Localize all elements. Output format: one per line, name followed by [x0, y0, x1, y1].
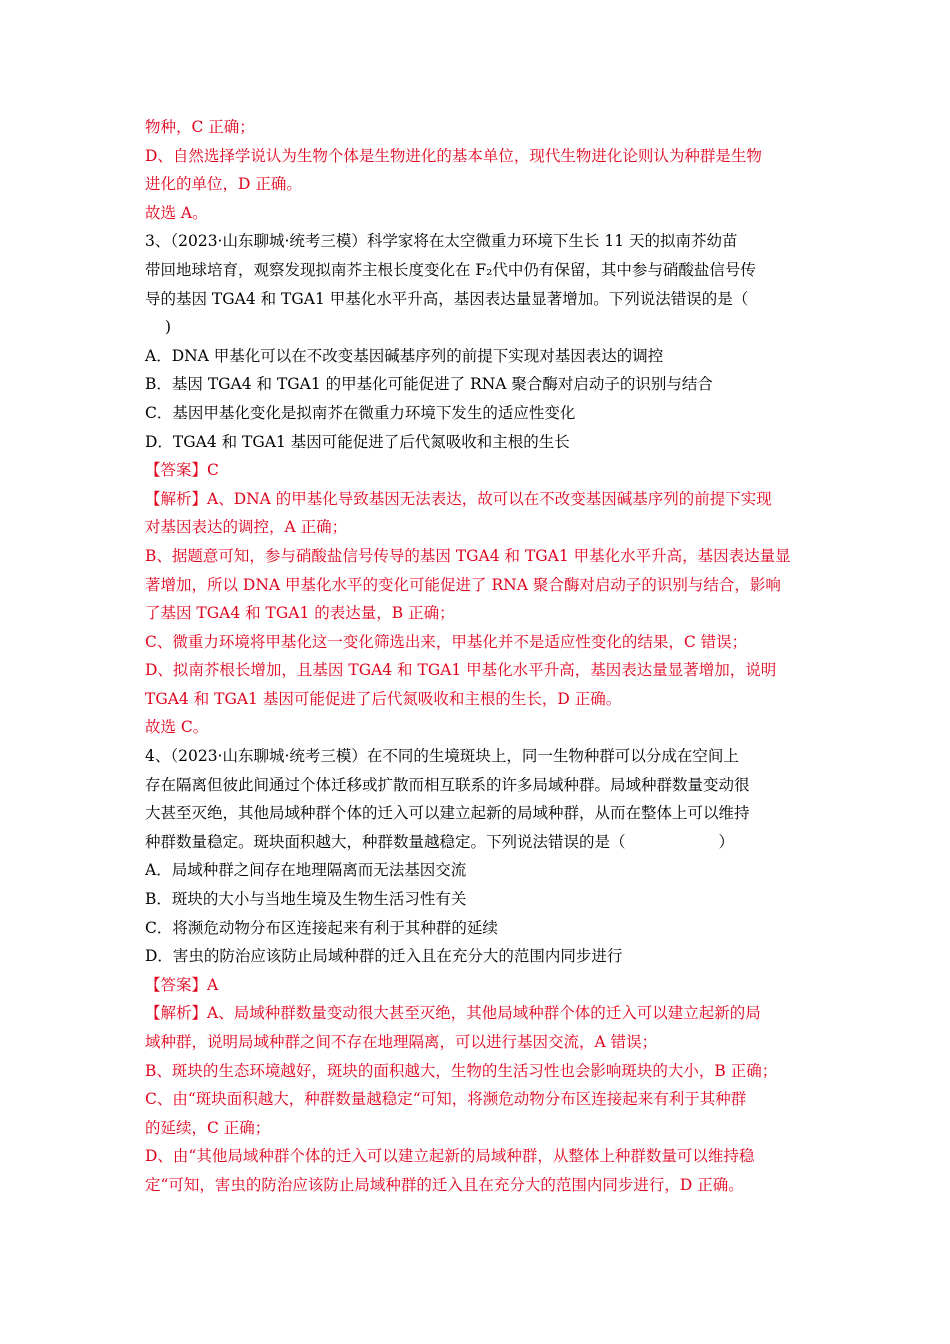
question-4-option-a: A．局域种群之间存在地理隔离而无法基因交流 — [145, 861, 467, 880]
question-3-option-c: C．基因甲基化变化是拟南芥在微重力环境下发生的适应性变化 — [145, 403, 576, 422]
question-4-stem: 种群数量稳定。斑块面积越大，种群数量越稳定。下列说法错误的是（ ） — [145, 832, 735, 851]
question-4-option-b: B．斑块的大小与当地生境及生物生活习性有关 — [145, 890, 467, 909]
question-3-stem: 导的基因 TGA4 和 TGA1 甲基化水平升高，基因表达量显著增加。下列说法错误的是（ — [145, 289, 749, 308]
question-3-analysis: TGA4 和 TGA1 基因可能促进了后代氮吸收和主根的生长，D 正确。 — [145, 689, 622, 708]
question-3-analysis: 【解析】A、DNA 的甲基化导致基因无法表达，故可以在不改变基因碱基序列的前提下实现 — [145, 489, 772, 508]
question-4-analysis: 【解析】A、局域种群数量变动很大甚至灭绝，其他局域种群个体的迁入可以建立起新的局 — [145, 1004, 761, 1023]
question-4-analysis: D、由“其他局域种群个体的迁入可以建立起新的局域种群，从整体上种群数量可以维持稳 — [145, 1147, 755, 1166]
text-line: 故选 A。 — [145, 203, 208, 222]
question-3-analysis: D、拟南芥根长增加，且基因 TGA4 和 TGA1 甲基化水平升高，基因表达量显著增加，说明 — [145, 661, 777, 680]
question-4-analysis: 域种群，说明局域种群之间不存在地理隔离，可以进行基因交流，A 错误； — [145, 1033, 658, 1051]
question-4-option-c: C．将濒危动物分布区连接起来有利于其种群的延续 — [145, 918, 498, 937]
text-line: 进化的单位，D 正确。 — [145, 175, 302, 194]
question-4-option-d: D．害虫的防治应该防止局域种群的迁入且在充分大的范围内同步进行 — [145, 947, 623, 966]
question-3-analysis: 了基因 TGA4 和 TGA1 的表达量，B 正确； — [145, 604, 455, 623]
question-3-stem: ) — [165, 318, 172, 337]
question-3-analysis: C、微重力环境将甲基化这一变化筛选出来，甲基化并不是适应性变化的结果，C 错误； — [145, 632, 748, 651]
question-3-option-d: D．TGA4 和 TGA1 基因可能促进了后代氮吸收和主根的生长 — [145, 432, 570, 451]
question-3-analysis: 对基因表达的调控，A 正确； — [145, 518, 348, 537]
question-4-analysis: C、由“斑块面积越大，种群数量越稳定“可知，将濒危动物分布区连接起来有利于其种群 — [145, 1090, 747, 1109]
question-3-analysis: 著增加，所以 DNA 甲基化水平的变化可能促进了 RNA 聚合酶对启动子的识别与结合，影响 — [145, 575, 781, 594]
text-line: 物种，C 正确； — [145, 118, 255, 136]
question-4-analysis: 的延续，C 正确； — [145, 1118, 271, 1137]
text-line: D、自然选择学说认为生物个体是生物进化的基本单位，现代生物进化论则认为种群是生物 — [145, 146, 762, 165]
question-4-stem: 4、（2023·山东聊城·统考三模）在不同的生境斑块上，同一生物种群可以分成在空间上 — [145, 747, 739, 766]
question-3-conclusion: 故选 C。 — [145, 718, 209, 737]
question-4-stem: 大甚至灭绝，其他局域种群个体的迁入可以建立起新的局域种群，从而在整体上可以维持 — [145, 804, 750, 823]
question-4-answer: 【答案】A — [145, 975, 219, 994]
question-4-analysis: 定“可知，害虫的防治应该防止局域种群的迁入且在充分大的范围内同步进行，D 正确。 — [145, 1175, 744, 1194]
question-3-option-a: A．DNA 甲基化可以在不改变基因碱基序列的前提下实现对基因表达的调控 — [145, 346, 664, 365]
question-3-answer: 【答案】C — [145, 461, 219, 480]
question-3-stem: 3、（2023·山东聊城·统考三模）科学家将在太空微重力环境下生长 11 天的拟南芥幼苗 — [145, 232, 738, 251]
question-4-analysis: B、斑块的生态环境越好，斑块的面积越大，生物的生活习性也会影响斑块的大小，B 正确； — [145, 1061, 778, 1080]
question-3-option-b: B．基因 TGA4 和 TGA1 的甲基化可能促进了 RNA 聚合酶对启动子的识别与结合 — [145, 375, 713, 394]
question-4-stem: 存在隔离但彼此间通过个体迁移或扩散而相互联系的许多局域种群。局域种群数量变动很 — [145, 775, 750, 794]
question-3-analysis: B、据题意可知，参与硝酸盐信号传导的基因 TGA4 和 TGA1 甲基化水平升高，基因表达量显 — [145, 546, 791, 565]
document-body — [145, 113, 810, 1200]
question-3-stem: 带回地球培育，观察发现拟南芥主根长度变化在 F₂代中仍有保留，其中参与硝酸盐信号传 — [145, 260, 756, 279]
